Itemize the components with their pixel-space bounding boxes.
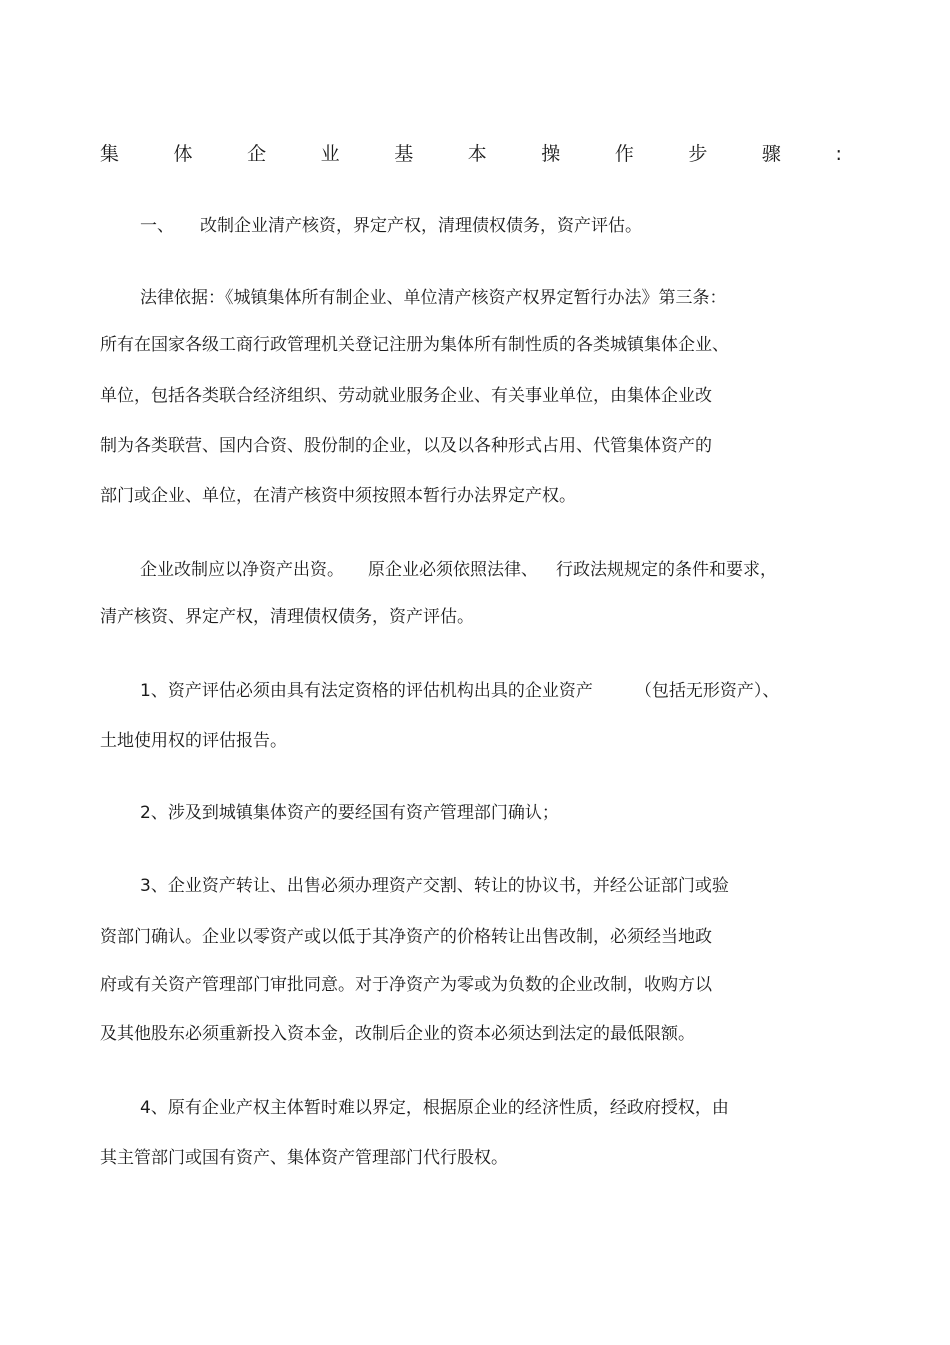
section-text: 改制企业清产核资，界定产权，清理债权债务，资产评估。	[200, 216, 642, 236]
paragraph-line: 单位，包括各类联合经济组织、劳动就业服务企业、有关事业单位，由集体企业改	[100, 386, 712, 406]
paragraph-line: 法律依据：《城镇集体所有制企业、单位清产核资产权界定暂行办法》第三条：	[140, 288, 727, 308]
text-segment: 原企业必须依照法律、	[368, 560, 538, 580]
title-char: 骤	[761, 143, 781, 165]
paragraph-line	[140, 558, 777, 582]
title-char: 作	[614, 143, 634, 165]
paragraph-line: 部门或企业、单位，在清产核资中须按照本暂行办法界定产权。	[100, 486, 576, 506]
paragraph-line: 制为各类联营、国内合资、股份制的企业，以及以各种形式占用、代管集体资产的	[100, 436, 712, 456]
page-title	[100, 140, 842, 168]
title-char: 操	[541, 143, 561, 165]
paragraph-line: 资部门确认。企业以零资产或以低于其净资产的价格转让出售改制，必须经当地政	[100, 927, 712, 947]
paragraph-line: 其主管部门或国有资产、集体资产管理部门代行股权。	[100, 1148, 508, 1168]
title-char: 企	[247, 143, 267, 165]
text-segment: 1、资产评估必须由具有法定资格的评估机构出具的企业资产	[140, 681, 593, 701]
section-number: 一、	[140, 216, 174, 236]
paragraph-line: 清产核资、界定产权，清理债权债务，资产评估。	[100, 607, 474, 627]
title-char: :	[835, 143, 842, 165]
text-segment: （包括无形资产）、	[634, 681, 780, 701]
paragraph-line: 2、涉及到城镇集体资产的要经国有资产管理部门确认；	[140, 803, 559, 823]
title-char: 业	[320, 143, 340, 165]
title-char: 集	[100, 143, 120, 165]
paragraph-line: 土地使用权的评估报告。	[100, 731, 287, 751]
paragraph-line: 所有在国家各级工商行政管理机关登记注册为集体所有制性质的各类城镇集体企业、	[100, 335, 729, 355]
title-char: 体	[173, 143, 193, 165]
paragraph-line: 4、原有企业产权主体暂时难以界定，根据原企业的经济性质，经政府授权，由	[140, 1098, 729, 1118]
section-heading	[140, 214, 642, 238]
paragraph-line: 3、企业资产转让、出售必须办理资产交割、转让的协议书，并经公证部门或验	[140, 876, 729, 896]
title-char: 步	[688, 143, 708, 165]
title-char: 本	[467, 143, 487, 165]
paragraph-line: 及其他股东必须重新投入资本金，改制后企业的资本必须达到法定的最低限额。	[100, 1024, 695, 1044]
paragraph-line	[140, 679, 779, 703]
text-segment: 行政法规规定的条件和要求，	[556, 560, 777, 580]
text-segment: 企业改制应以净资产出资。	[140, 560, 344, 580]
paragraph-line: 府或有关资产管理部门审批同意。对于净资产为零或为负数的企业改制，收购方以	[100, 975, 712, 995]
title-char: 基	[394, 143, 414, 165]
